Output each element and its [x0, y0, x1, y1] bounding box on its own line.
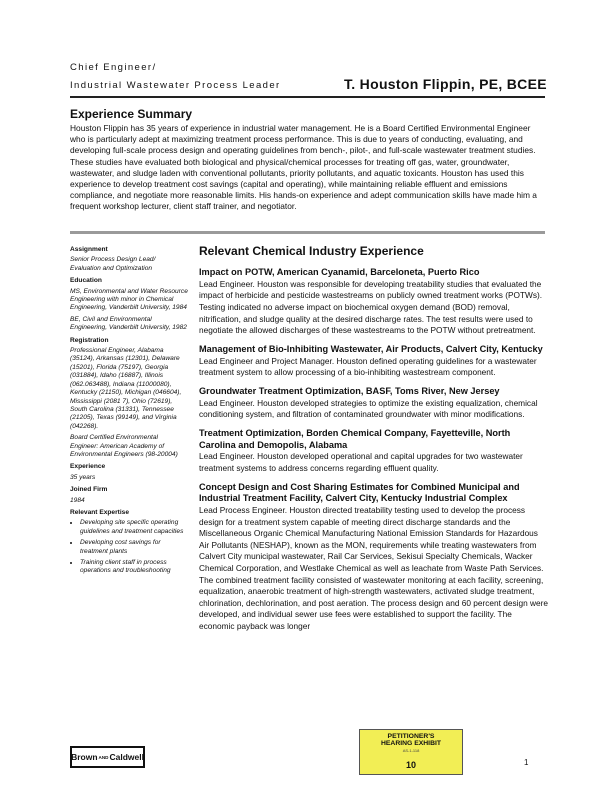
stamp-line-3: AS-1-118 [402, 748, 420, 753]
experience-summary-text: Houston Flippin has 35 years of experience in industrial water management. He is a Board Certified Environmental Engineer who is particularly adept at maximizing treatment process performance. This is due to years of conducting, evaluating, and developing full-scale process design and operating guidelines from bench-, pilot-, and full-scale wastewater treatment studies. These studies have evaluated both biological and physical/chemical processes for treating off gas, water, groundwater, wastewater, and sludge laden with conventional pollutants, priority pollutants, and aquatic toxicants. Houston has used this experience to develop treatment cost savings (capital and operating), while maintaining reliable effluent and emissions compliance, and negotiate more reasonable limits. His hands-on experience and adept communication skills have made him a frequent workshop lecturer, client staff trainer, and negotiator. [70, 123, 537, 212]
experience-label: Experience [70, 463, 106, 471]
project-entry [199, 267, 549, 337]
project-title: Management of Bio-Inhibiting Wastewater, Air Products, Calvert City, Kentucky [199, 343, 543, 354]
registration-value: Professional Engineer, Alabama (35124), Arkansas (12301), Delaware (15201), Florida (75197), Georgia (031884), Idaho (16887), Illinois (062.063488), Indiana (11000080), Kentucky (21150), Michigan (046604), Mississippi (2081 7), Ohio (72619), South Carolina (31331), Tennessee (21205), Texas (99149), and Virginia (042268). [70, 347, 182, 430]
brown-and-caldwell-logo [70, 746, 145, 768]
project-entry [199, 344, 549, 379]
logo-text-and: AND [98, 754, 109, 760]
job-title-line-2: Industrial Wastewater Process Leader [70, 80, 281, 91]
person-name: T. Houston Flippin, PE, BCEE [344, 76, 547, 92]
job-title-line-1: Chief Engineer/ [70, 62, 157, 73]
project-description: Lead Engineer. Houston developed operational and capital upgrades for two wastewater treatment systems to address concerns regarding effluent quality. [199, 451, 523, 473]
education-item: MS, Environmental and Water Resource Engineering with minor in Chemical Engineering, Vanderbilt University, 1984 [70, 287, 188, 312]
main-content [199, 244, 549, 640]
project-title: Treatment Optimization, Borden Chemical Company, Fayetteville, North Carolina and Demopolis, Alabama [199, 427, 511, 450]
expertise-item: • Training client staff in process operations and troubleshooting [80, 559, 188, 576]
section-divider [70, 231, 545, 234]
project-entry [199, 428, 549, 475]
stamp-exhibit-number: 10 [405, 760, 416, 770]
expertise-item: • Developing cost savings for treatment plants [80, 539, 188, 556]
board-certification: Board Certified Environmental Engineer: American Academy of Environmental Engineers (98-20004) [70, 434, 178, 458]
project-title: Impact on POTW, American Cyanamid, Barceloneta, Puerto Rico [199, 267, 480, 277]
registration-label: Registration [70, 336, 109, 344]
project-description: Lead Process Engineer. Houston directed treatability testing used to develop the process design for a treatment system capable of meeting direct discharge standards and the Miscellaneous Organic Chemical Manufacturing National Emission Standards for Hazardous Air Pollutants (NESHAP), known as the MON, requirements while treating wastewaters from Calvert City municipal wastewater, Rail Car Services, Sekisui Specialty Chemicals, Wacker Chemical Corporation, and Westlake Chemical as well as leachate from Waste Path Services. The combined treatment facility consisted of wastewater monitoring at each facility, screening, equalization, anaerobic treatment of high-strength wastewaters, activated sludge treatment, chlorination, dechlorination, and post aeration. The process design and 60 percent design were developed, and individual sewer use fees were established to support the facility. The economic payback was longer [199, 505, 549, 632]
experience-value: 35 years [70, 473, 96, 481]
logo-text-right: Caldwell [109, 752, 144, 762]
logo-text-left: Brown [71, 752, 98, 762]
joined-firm-label: Joined Firm [70, 486, 108, 494]
project-description: Lead Engineer and Project Manager. Houston defined operating guidelines for a wastewater treatment system to allow processing of a bio-inhibiting wastestream component. [199, 355, 537, 378]
expertise-list [70, 519, 188, 575]
assignment-value: Senior Process Design Lead/ Evaluation and Optimization [70, 256, 156, 272]
project-description: Lead Engineer. Houston developed strategies to optimize the existing equalization, chemical conditioning system, and filtration of contaminated groundwater with minor modifications. [199, 397, 538, 420]
joined-firm-value: 1984 [70, 496, 85, 504]
hearing-exhibit-stamp [359, 729, 463, 775]
project-title: Groundwater Treatment Optimization, BASF, Toms River, New Jersey [199, 385, 500, 396]
project-entry [199, 386, 549, 421]
education-label: Education [70, 277, 102, 285]
project-entry [199, 482, 549, 633]
project-description: Lead Engineer. Houston was responsible for developing treatability studies that evaluated the impact of herbicide and pesticide wastestreams on publicly owned treatment works (POTWs). Testing indicated no adverse impact on biochemical oxygen demand (BOD) removal, nitrification, and sludge quality at the desired discharge rates. The test results were used to negotiate the allowed discharges of these wastestreams to the POTW without pretreatment. [199, 278, 543, 336]
assignment-label: Assignment [70, 246, 108, 253]
sidebar [70, 246, 188, 579]
expertise-item: • Developing site specific operating guidelines and treatment capacities [80, 519, 188, 536]
page-number: 1 [524, 758, 529, 767]
education-item: BE, Civil and Environmental Engineering, Vanderbilt University, 1982 [70, 315, 187, 332]
relevant-experience-heading: Relevant Chemical Industry Experience [199, 244, 424, 258]
expertise-label: Relevant Expertise [70, 508, 130, 516]
stamp-line-2: HEARING EXHIBIT [380, 740, 442, 747]
stamp-line-1: PETITIONER'S [387, 733, 435, 740]
header-divider [70, 96, 545, 98]
project-title: Concept Design and Cost Sharing Estimates for Combined Municipal and Industrial Treatment Facility, Calvert City, Kentucky Industrial Complex [199, 481, 520, 504]
experience-summary-heading: Experience Summary [70, 107, 193, 121]
